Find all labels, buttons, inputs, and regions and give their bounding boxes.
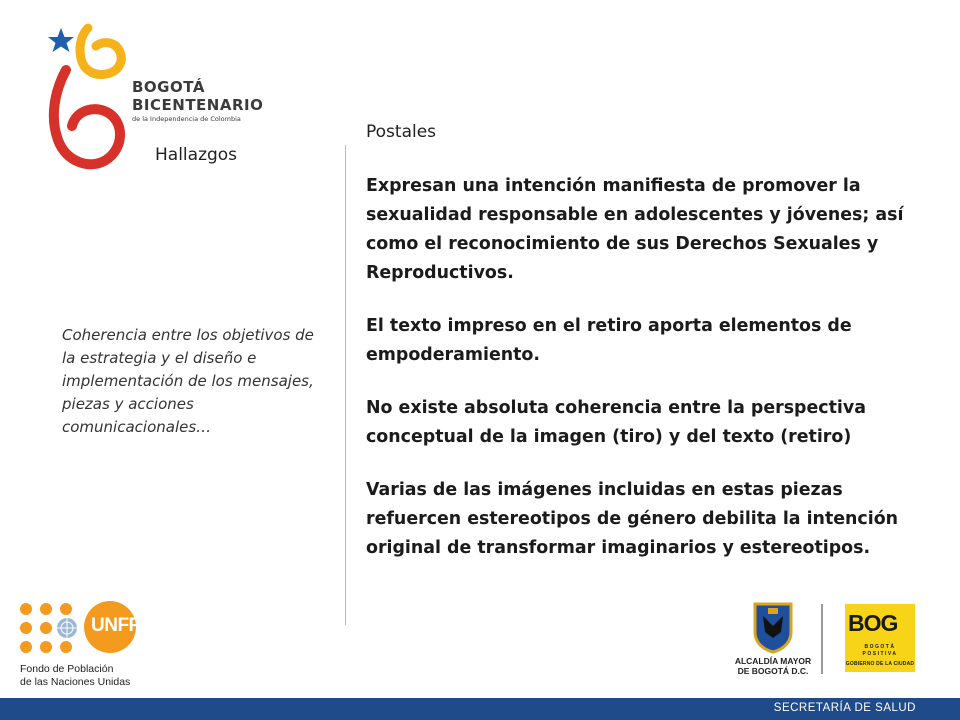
main-content [366, 122, 931, 587]
unfpa-dot-icon [60, 603, 72, 615]
footer-bar [0, 698, 960, 720]
bogota-positiva-mark: BOG [848, 610, 898, 636]
content-paragraph: No existe absoluta coherencia entre la perspectiva conceptual de la imagen (tiro) y del texto (retiro) [366, 398, 866, 447]
unfpa-caption-line2: de las Naciones Unidas [20, 675, 131, 688]
bicentenario-six-emblem [44, 22, 134, 178]
bogota-positiva-sub1: BOGOTÁ [864, 644, 896, 650]
bicentenario-subtitle: de la Independencia de Colombia [132, 115, 241, 123]
bicentenario-line2: BICENTENARIO [132, 96, 264, 114]
alcaldia-caption-line1: ALCALDÍA MAYOR [734, 656, 812, 666]
alcaldia-caption [727, 656, 819, 676]
section-title: Hallazgos [155, 145, 238, 165]
star-icon [48, 28, 74, 52]
unfpa-dot-icon [60, 641, 72, 653]
content-paragraph: Varias de las imágenes incluidas en estas piezas refuercen estereotipos de género debilita la intención original de transformar imaginarios y estereotipos. [366, 480, 899, 558]
bogota-positiva-sub2: POSITIVA [862, 651, 898, 657]
content-paragraph: Expresan una intención manifiesta de promover la sexualidad responsable en adolescentes y jóvenes; así como el reconocimiento de sus Derechos Sexuales y Reproductivos. [366, 176, 904, 283]
unfpa-caption [20, 663, 130, 688]
content-heading: Postales [366, 122, 437, 142]
unfpa-dot-icon [20, 641, 32, 653]
unfpa-caption-line1: Fondo de Población [20, 663, 114, 675]
unfpa-dot-icon [20, 622, 32, 634]
unfpa-dot-icon [40, 622, 52, 634]
un-emblem-icon [56, 617, 78, 639]
coat-of-arms-icon [751, 602, 795, 654]
footer-label: SECRETARÍA DE SALUD [773, 702, 916, 714]
bicentenario-line1: BOGOTÁ [132, 78, 205, 96]
content-paragraph: El texto impreso en el retiro aporta elementos de empoderamiento. [366, 316, 852, 365]
side-note: Coherencia entre los objetivos de la estrategia y el diseño e implementación de los mensajes, piezas y acciones comunicacionales… [62, 326, 314, 436]
unfpa-wordmark: UNFPA [91, 615, 153, 636]
unfpa-dot-icon [40, 641, 52, 653]
alcaldia-caption-line2: DE BOGOTÁ D.C. [737, 666, 809, 676]
alcaldia-logo [727, 600, 819, 682]
vertical-divider [345, 145, 346, 625]
bogota-positiva-logo [845, 604, 915, 672]
unfpa-dot-icon [20, 603, 32, 615]
unfpa-logo [18, 600, 153, 692]
unfpa-dot-icon [40, 603, 52, 615]
bogota-positiva-sub3: GOBIERNO DE LA CIUDAD [845, 661, 915, 667]
logo-divider [821, 604, 823, 674]
